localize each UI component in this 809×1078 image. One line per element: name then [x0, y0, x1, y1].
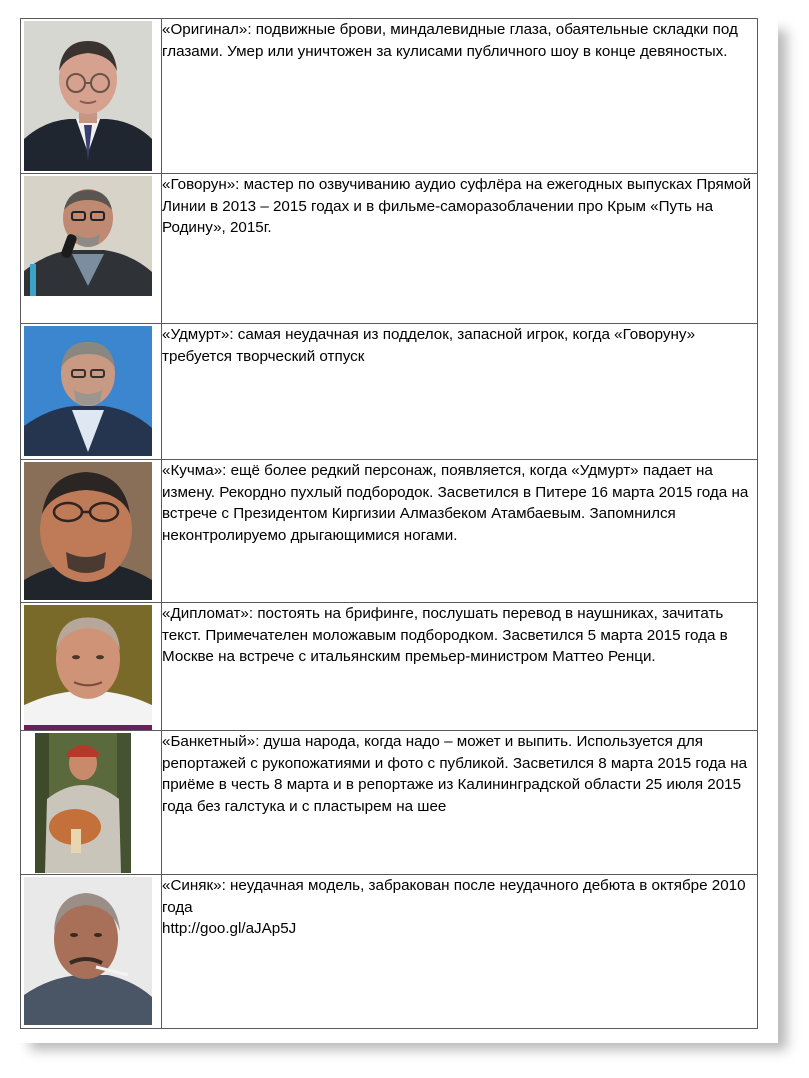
description-cell — [162, 603, 758, 731]
description-cell — [162, 174, 758, 324]
table-row — [21, 603, 758, 731]
comparison-table — [20, 18, 758, 1029]
description-cell — [162, 324, 758, 460]
photo-cell — [21, 603, 162, 731]
portrait-kuchma-icon — [24, 462, 152, 600]
row-text: «Синяк»: неудачная модель, забракован после неудачного дебюта в октябре 2010 года — [162, 877, 746, 916]
row-text: «Удмурт»: самая неудачная из подделок, запасной игрок, когда «Говоруну» требуется творческий отпуск — [162, 326, 696, 365]
row-text: «Оригинал»: подвижные брови, миндалевидные глаза, обаятельные складки под глазами. Умер или уничтожен за кулисами публичного шоу в конце девяностых. — [162, 21, 738, 60]
photo-cell — [21, 174, 162, 324]
description-cell — [162, 460, 758, 603]
description-cell — [162, 875, 758, 1029]
photo-cell — [21, 324, 162, 460]
table-row — [21, 174, 758, 324]
description-cell — [162, 19, 758, 174]
portrait-sinyak-icon — [24, 877, 152, 1025]
document-page — [5, 5, 778, 1043]
table-row — [21, 731, 758, 875]
portrait-original-icon — [24, 21, 152, 171]
photo-cell — [21, 19, 162, 174]
photo-cell — [21, 460, 162, 603]
portrait-banketny-icon — [35, 733, 131, 873]
portrait-udmurt-icon — [24, 326, 152, 456]
row-text: «Говорун»: мастер по озвучиванию аудио суфлёра на ежегодных выпусках Прямой Линии в 2013 – 2015 годах и в фильме-саморазоблачении про Крым «Путь на Родину», 2015г. — [162, 176, 752, 236]
portrait-govorun-icon — [24, 176, 152, 296]
table-row — [21, 460, 758, 603]
description-cell — [162, 731, 758, 875]
table-row — [21, 324, 758, 460]
table-row — [21, 875, 758, 1029]
photo-cell — [21, 731, 162, 875]
row-text: «Банкетный»: душа народа, когда надо – может и выпить. Используется для репортажей с рукопожатиями и фото с публикой. Засветился 8 марта 2015 года на приёме в честь 8 марта и в репортаже из Калининградской области 25 июля 2015 года без галстука и с пластырем на шее — [162, 733, 748, 815]
row-text: «Дипломат»: постоять на брифинге, послушать перевод в наушниках, зачитать текст. Примечателен моложавым подбородком. Засветился 5 марта 2015 года в Москве на встрече с итальянским премьер-министром Маттео Ренци. — [162, 605, 728, 665]
portrait-diplomat-icon — [24, 605, 152, 730]
photo-cell — [21, 875, 162, 1029]
row-text: «Кучма»: ещё более редкий персонаж, появляется, когда «Удмурт» падает на измену. Рекордно пухлый подбородок. Засветился в Питере 16 марта 2015 года на встрече с Президентом Киргизии Алмазбеком Атамбаевым. Запомнился неконтролируемо дрыгающимися ногами. — [162, 462, 749, 544]
table-row — [21, 19, 758, 174]
source-link[interactable]: http://goo.gl/aJAp5J — [162, 920, 297, 937]
